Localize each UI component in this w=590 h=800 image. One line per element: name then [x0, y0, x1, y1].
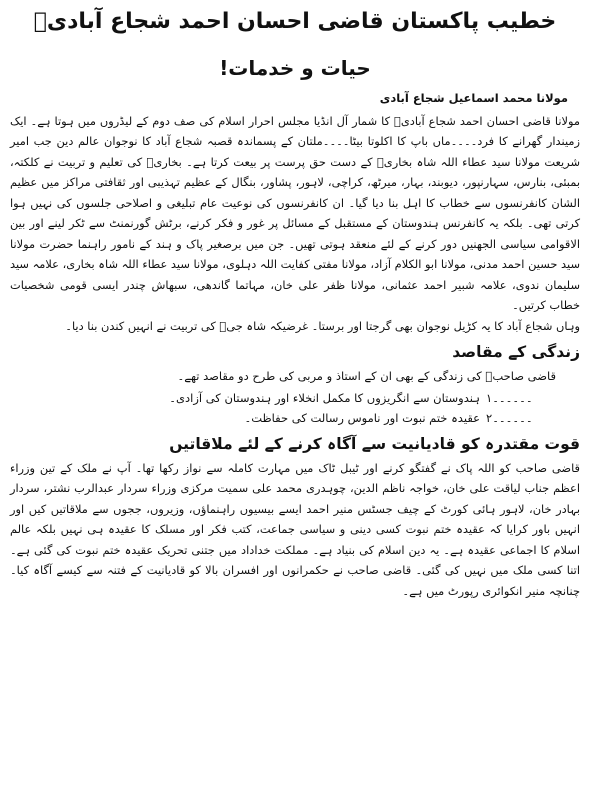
- life-goals-list: [10, 388, 580, 428]
- list-item: [10, 388, 580, 408]
- document-page: [10, 0, 580, 601]
- author-name: مولانا محمد اسماعیل شجاع آبادی: [379, 90, 568, 105]
- life-goals-intro: قاضی صاحبؒ کی زندگی کے بھی ان کے استاذ و مربی کی طرح دو مقاصد تھے۔: [177, 369, 556, 384]
- section-heading-meetings: قوت مقتدرہ کو قادیانیت سے آگاہ کرنے کے لئے ملاقاتیں: [169, 435, 580, 454]
- meetings-paragraph: قاضی صاحب کو اللہ پاک نے گفتگو کرنے اور ٹیبل ٹاک میں مہارت کاملہ سے نواز رکھا تھا۔ آپ نے ملک کے تین وزراء اعظم جناب لیاقت علی خان، خواجہ ناظم الدین، چوہدری محمد علی سمیت مرکزی وزراء سردار عبدالرب نشتر، سردار بہادر خان، لاہور ہائی کورٹ کے چیف جسٹس منیر احمد ایسے بیسیوں راہنماؤں، وزیروں، ججوں سے ملاقاتیں کیں اور انہیں باور کرایا کہ عقیدہ ختم نبوت کسی دینی و سیاسی جماعت، کتب فکر اور مسلک کا عقیدہ ہی نہیں بلکہ عالم اسلام کا اجماعی عقیدہ ہے۔ یہ دین اسلام کی بنیاد ہے۔ مملکت خداداد میں جتنی تحریک عقیدہ ختم نبوت کی گئی ہے۔ اتنا کسی ملک میں نہیں کی گئی۔ قاضی صاحب نے حکمرانوں اور افسران بالا کو قادیانیت کے فتنہ سے کیسے آگاہ کیا۔ چنانچہ منیر انکوائری رپورٹ میں ہے۔: [10, 460, 580, 598]
- document-title: خطیب پاکستان قاضی احسان احمد شجاع آبادیؒ: [33, 9, 557, 34]
- list-item-number: ۲۔۔۔۔۔۔: [486, 411, 533, 426]
- list-item-text: ہندوستان سے انگریزوں کا مکمل انخلاء اور ہندوستان کی آزادی۔: [169, 391, 480, 406]
- section-heading-life-goals: زندگی کے مقاصد: [452, 343, 580, 362]
- list-item-text: عقیدہ ختم نبوت اور ناموس رسالت کی حفاظت۔: [244, 411, 480, 426]
- list-item: [10, 408, 580, 428]
- list-item-number: ۱۔۔۔۔۔۔: [486, 391, 533, 406]
- intro-paragraph-2: وہاں شجاع آباد کا یہ کڑیل نوجوان بھی گرجتا اور برستا۔ غرضیکہ شاہ جیؒ کی تربیت نے انہیں کندن بنا دیا۔: [65, 318, 580, 333]
- document-subtitle: حیات و خدمات!: [219, 55, 371, 80]
- intro-paragraph-1: مولانا قاضی احسان احمد شجاع آبادیؒ کا شمار آل انڈیا مجلس احرار اسلام کی صف دوم کے لیڈروں میں ہوتا ہے۔ ایک زمیندار گھرانے کا فرد۔۔۔۔ماں باپ کا اکلوتا بیٹا۔۔۔۔ملتان کے پسماندہ قصبہ شجاع آباد کا نوجوان عالم دین جب امیر شریعت مولانا سید عطاء اللہ شاہ بخاریؒ کے دست حق پرست پر بیعت کرتا ہے۔ بخاریؒ کی تعلیم و تربیت نے کلکتہ، بمبئی، بنارس، سہارنپور، دیوبند، بہار، میرٹھ، کراچی، لاہور، پشاور، بنگال کے عظیم تہذیبی اور ثقافتی مراکز میں عظیم الشان کانفرنسوں سے خطاب کا اہل بنا دیا گیا۔ ان کانفرنسوں کی نوعیت عام تبلیغی و اصلاحی جلسوں کی نہیں ہوا کرتی تھی۔ بلکہ یہ کانفرنس ہندوستان کے مستقبل کے مسائل پر غور و فکر کرنے، برٹش گورنمنٹ سے ٹکر لینے اور بین الاقوامی سیاسی الجھنیں دور کرنے کے لئے منعقد ہوتی تھیں۔ جن میں برصغیر پاک و ہند کے نامور راہنما حضرت مولانا سید حسین احمد مدنی، مولانا ابو الکلام آزاد، مولانا مفتی کفایت اللہ دہلوی، مولانا سید عطاء اللہ شاہ بخاری، علامہ سید سلیمان ندوی، علامہ شبیر احمد عثمانی، مولانا ظفر علی خان، مہاتما گاندھی، سبھاش چندر ایسی قومی شخصیات خطاب کرتیں۔: [10, 113, 580, 313]
